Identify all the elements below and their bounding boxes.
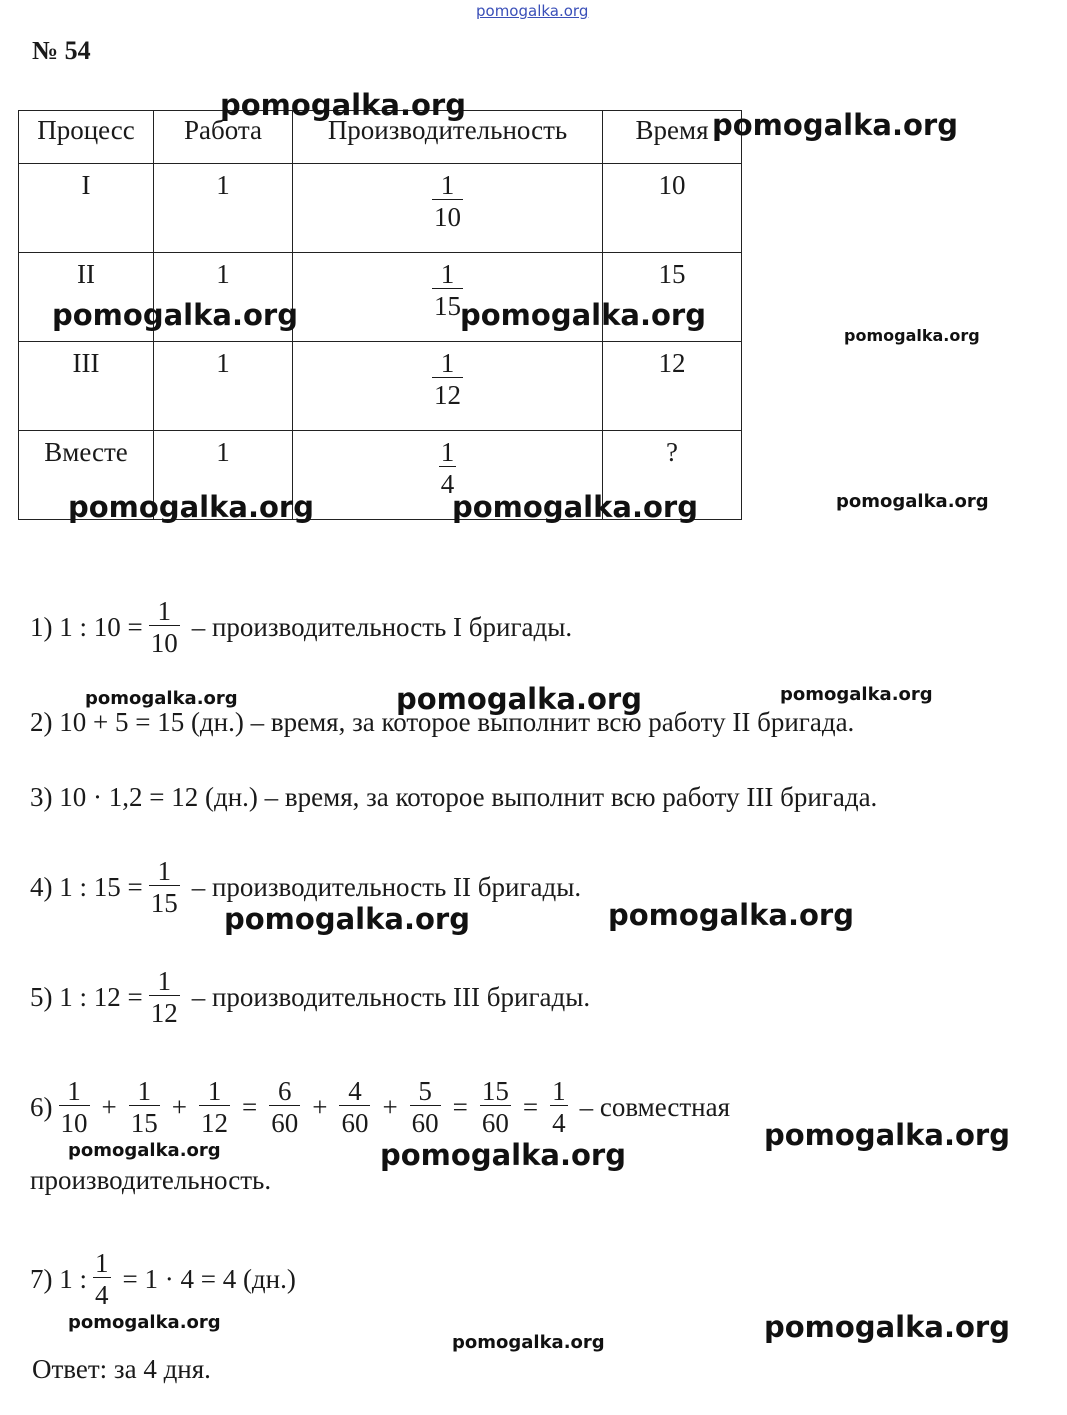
cell-process: II [19, 253, 154, 342]
fraction-numerator: 1 [440, 170, 455, 200]
fraction-numerator: 1 [157, 596, 171, 626]
fraction [149, 858, 180, 917]
watermark: pomogalka.org [712, 108, 958, 142]
header-cell-work: Работа [154, 111, 293, 164]
fraction-denominator: 60 [480, 1105, 511, 1137]
cell-work: 1 [154, 253, 293, 342]
cell-work: 1 [154, 164, 293, 253]
cell-process: I [19, 164, 154, 253]
watermark: pomogalka.org [608, 898, 854, 932]
equals-sign: = [522, 1092, 539, 1122]
watermark: pomogalka.org [844, 326, 980, 345]
fraction [432, 261, 463, 320]
header-cell-process: Процесс [19, 111, 154, 164]
answer-text: Ответ: за 4 дня. [32, 1354, 211, 1384]
fraction-numerator: 1 [440, 259, 455, 289]
watermark: pomogalka.org [68, 1312, 221, 1333]
fraction-denominator: 60 [339, 1105, 370, 1137]
header-cell-productivity: Производительность [293, 111, 603, 164]
cell-time: 15 [603, 253, 742, 342]
watermark: pomogalka.org [380, 1138, 626, 1172]
watermark: pomogalka.org [836, 491, 989, 512]
fraction [432, 172, 463, 231]
solution-step-1 [30, 598, 572, 657]
fraction-denominator: 60 [269, 1105, 300, 1137]
step-text: = 1 · 4 = 4 (дн.) [122, 1264, 296, 1294]
watermark: pomogalka.org [396, 682, 642, 716]
fraction [149, 598, 180, 657]
cell-productivity [293, 164, 603, 253]
watermark: pomogalka.org [224, 902, 470, 936]
step-prefix: 6) [30, 1092, 53, 1122]
watermark: pomogalka.org [52, 298, 298, 332]
watermark: pomogalka.org [220, 88, 466, 122]
watermark: pomogalka.org [452, 1332, 605, 1353]
fraction-numerator: 1 [207, 1076, 222, 1106]
fraction [432, 350, 463, 409]
watermark: pomogalka.org [452, 490, 698, 524]
fraction-numerator: 1 [137, 1076, 151, 1106]
solution-step-6-continuation [30, 1165, 271, 1196]
step-text: – производительность I бригады. [191, 612, 573, 642]
step-text: 3) 10 · 1,2 = 12 (дн.) – время, за которое выполнит всю работу III бригада. [30, 782, 878, 812]
solution-step-5 [30, 968, 590, 1027]
fraction [129, 1078, 160, 1137]
fraction [93, 1250, 111, 1309]
fraction-denominator: 15 [129, 1105, 160, 1137]
plus-sign: + [312, 1092, 328, 1122]
fraction-denominator: 4 [550, 1105, 568, 1137]
fraction [269, 1078, 300, 1137]
equals-sign: = [452, 1092, 468, 1122]
fraction-numerator: 15 [481, 1076, 509, 1106]
cell-process: Вместе [19, 431, 154, 520]
fraction-denominator: 10 [149, 625, 180, 657]
plus-sign: + [171, 1092, 187, 1122]
fraction-denominator: 12 [149, 995, 180, 1027]
fraction-numerator: 4 [348, 1076, 362, 1106]
cell-productivity [293, 342, 603, 431]
fraction-denominator: 15 [149, 885, 180, 917]
step-prefix: 7) 1 : [30, 1264, 87, 1294]
fraction-denominator: 15 [432, 288, 463, 320]
cell-work: 1 [154, 431, 293, 520]
fraction-numerator: 1 [95, 1248, 109, 1278]
solution-step-3 [30, 782, 877, 813]
fraction-denominator: 60 [410, 1105, 441, 1137]
step-prefix: 5) 1 : 12 = [30, 982, 143, 1012]
fraction-numerator: 1 [440, 348, 455, 378]
fraction-denominator: 4 [93, 1277, 111, 1309]
fraction [410, 1078, 441, 1137]
watermark: pomogalka.org [68, 1140, 221, 1161]
answer-line [32, 1354, 211, 1385]
fraction-numerator: 1 [440, 437, 455, 467]
cell-process: III [19, 342, 154, 431]
fraction-denominator: 12 [199, 1105, 230, 1137]
table-row [19, 164, 742, 253]
fraction-numerator: 1 [552, 1076, 566, 1106]
equals-sign: = [241, 1092, 258, 1122]
fraction-denominator: 12 [432, 377, 463, 409]
step-text: – производительность III бригады. [191, 982, 591, 1012]
fraction [199, 1078, 230, 1137]
fraction [480, 1078, 511, 1137]
plus-sign: + [382, 1092, 398, 1122]
fraction-denominator: 10 [59, 1105, 90, 1137]
fraction-denominator: 10 [432, 199, 463, 231]
fraction [149, 968, 180, 1027]
step-text: – производительность II бригады. [191, 872, 582, 902]
step-text: – совместная [579, 1092, 731, 1122]
watermark: pomogalka.org [764, 1310, 1010, 1344]
problem-number: № 54 [32, 36, 91, 65]
solution-step-6 [30, 1078, 730, 1137]
table-row [19, 342, 742, 431]
step-text: 2) 10 + 5 = 15 (дн.) – время, за которое выполнит всю работу II бригада. [30, 707, 855, 737]
fraction-numerator: 1 [67, 1076, 81, 1106]
step-prefix: 1) 1 : 10 = [30, 612, 143, 642]
fraction [550, 1078, 568, 1137]
plus-sign: + [101, 1092, 117, 1122]
fraction-numerator: 5 [418, 1076, 432, 1106]
watermark: pomogalka.org [68, 490, 314, 524]
fraction-numerator: 6 [277, 1076, 292, 1106]
cell-time: ? [603, 431, 742, 520]
watermark: pomogalka.org [780, 684, 933, 705]
fraction-numerator: 1 [157, 966, 171, 996]
fraction-denominator: 4 [439, 466, 457, 498]
step-prefix: 4) 1 : 15 = [30, 872, 143, 902]
step-text: производительность. [30, 1165, 272, 1195]
fraction [339, 1078, 370, 1137]
source-link[interactable]: pomogalka.org [476, 2, 589, 20]
cell-time: 12 [603, 342, 742, 431]
watermark: pomogalka.org [85, 688, 238, 709]
solution-step-7 [30, 1250, 296, 1309]
watermark: pomogalka.org [764, 1118, 1010, 1152]
fraction [59, 1078, 90, 1137]
header-cell-time: Время [603, 111, 742, 164]
watermark: pomogalka.org [460, 298, 706, 332]
cell-work: 1 [154, 342, 293, 431]
fraction-numerator: 1 [157, 856, 171, 886]
cell-time: 10 [603, 164, 742, 253]
